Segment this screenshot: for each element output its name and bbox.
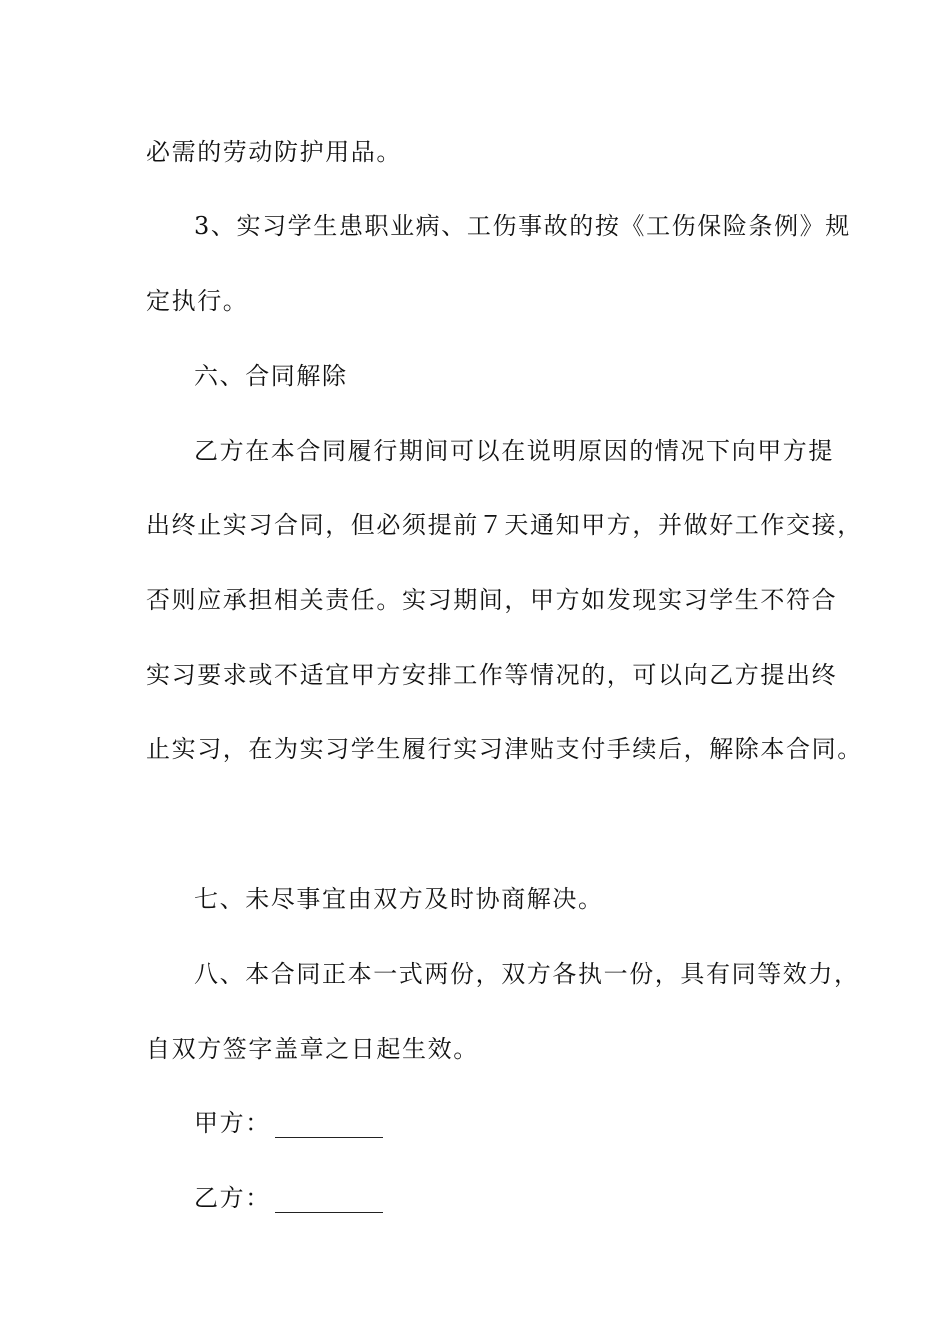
signature-party-b xyxy=(194,1183,874,1213)
section-heading: 七、未尽事宜由双方及时协商解决。 xyxy=(194,885,604,913)
text-line: 必需的劳动防护用品。 xyxy=(146,138,402,166)
text-line: 止实习，在为实习学生履行实习津贴支付手续后，解除本合同。 xyxy=(146,735,863,763)
section-heading: 六、合同解除 xyxy=(194,362,348,390)
text-line: 3、实习学生患职业病、工伤事故的按《工伤保险条例》规 xyxy=(194,212,851,240)
text-line: 自双方签字盖章之日起生效。 xyxy=(146,1035,479,1063)
party-b-signature-blank xyxy=(275,1190,383,1213)
signature-party-a xyxy=(194,1108,874,1138)
text-line: 定执行。 xyxy=(146,287,249,315)
party-a-signature-blank xyxy=(275,1115,383,1138)
text-line: 八、本合同正本一式两份，双方各执一份，具有同等效力， xyxy=(194,960,860,988)
party-b-label: 乙方： xyxy=(194,1184,271,1212)
party-a-label: 甲方： xyxy=(194,1109,271,1137)
text-line: 否则应承担相关责任。实习期间，甲方如发现实习学生不符合 xyxy=(146,586,838,614)
text-line: 乙方在本合同履行期间可以在说明原因的情况下向甲方提 xyxy=(194,437,834,465)
text-line: 实习要求或不适宜甲方安排工作等情况的，可以向乙方提出终 xyxy=(146,661,838,689)
text-line: 出终止实习合同，但必须提前７天通知甲方，并做好工作交接， xyxy=(146,511,863,539)
